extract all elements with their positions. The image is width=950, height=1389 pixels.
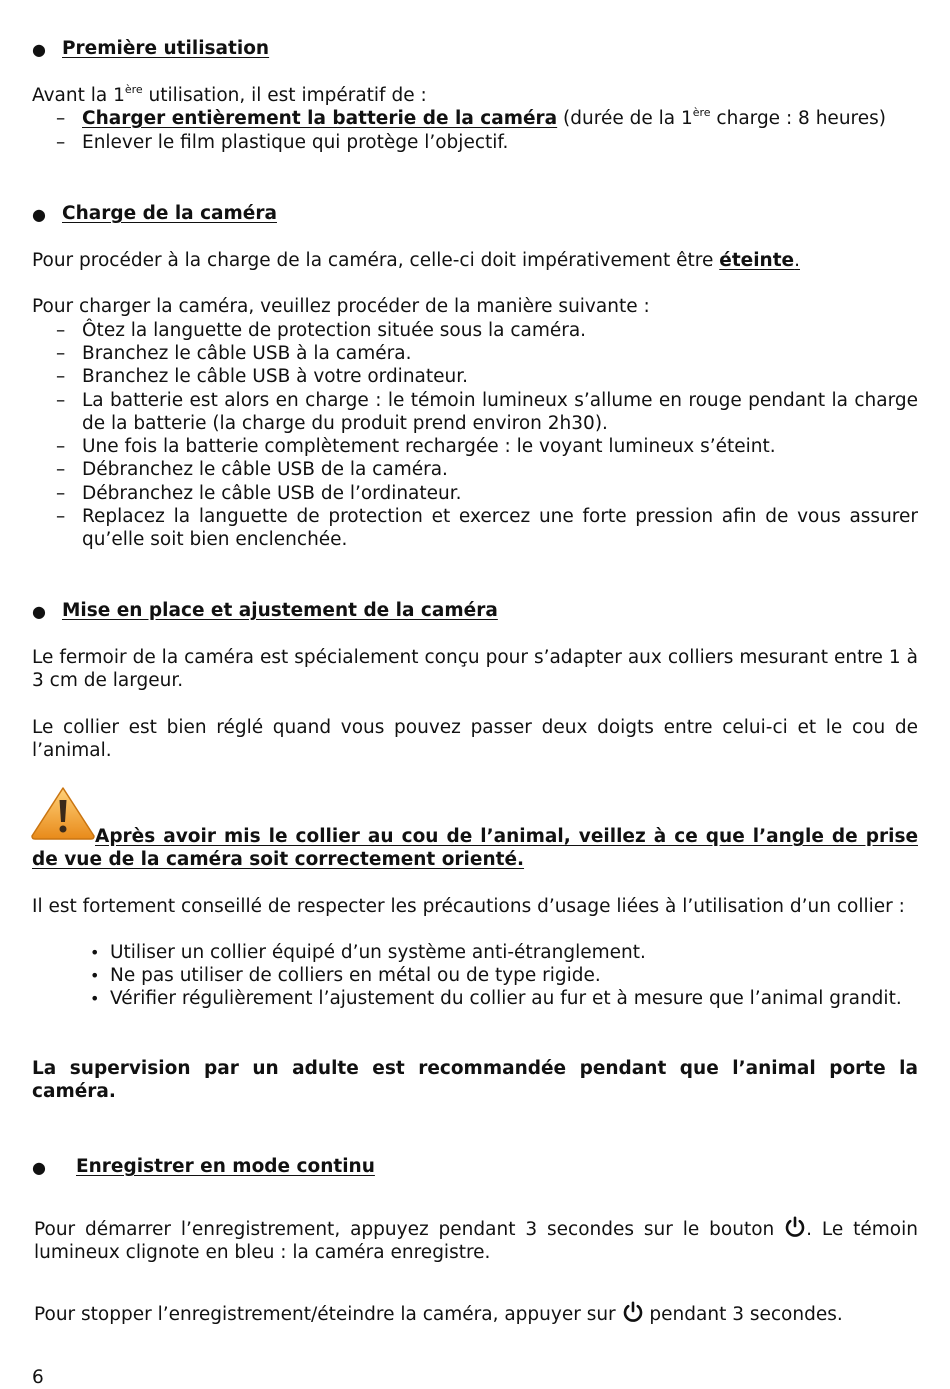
warning-text: Après avoir mis le collier au cou de l’animal, veillez à ce que l’angle de prise de vue de la caméra soit correctement orienté. — [32, 826, 918, 871]
bullet-dot: ● — [32, 602, 46, 621]
section-title-charge: Charge de la caméra — [62, 203, 277, 224]
list-item: Débranchez le câble USB de la caméra. — [82, 459, 448, 480]
section-title-mise-en-place: Mise en place et ajustement de la caméra — [62, 600, 498, 621]
dash-marker: – — [56, 343, 66, 364]
record-stop-paragraph: Pour stopper l’enregistrement/éteindre la caméra, appuyer sur pendant 3 secondes. — [34, 1301, 843, 1326]
dash-marker: – — [56, 390, 66, 411]
section-title-enregistrer: Enregistrer en mode continu — [76, 1156, 375, 1177]
record-start-paragraph: Pour démarrer l’enregistrement, appuyez pendant 3 secondes sur le bouton . Le témoin lumineux clignote en bleu : la caméra enregistre. — [34, 1216, 918, 1264]
bullet-dot: • — [90, 966, 100, 985]
dash-marker: – — [56, 108, 66, 129]
fermoir-paragraph: Le fermoir de la caméra est spécialement conçu pour s’adapter aux colliers mesurant entre 1 à 3 cm de largeur. — [32, 647, 918, 692]
list-item: Ne pas utiliser de colliers en métal ou de type rigide. — [110, 965, 601, 986]
bullet-dot: ● — [32, 40, 46, 59]
dash-marker: – — [56, 320, 66, 341]
list-item: Utiliser un collier équipé d’un système anti-étranglement. — [110, 942, 646, 963]
list-item: Vérifier régulièrement l’ajustement du collier au fur et à mesure que l’animal grandit. — [110, 988, 902, 1009]
power-button-icon — [784, 1216, 806, 1238]
charge-intro: Pour charger la caméra, veuillez procéder de la manière suivante : — [32, 296, 650, 317]
bullet-dot: ● — [32, 205, 46, 224]
precautions-paragraph: Il est fortement conseillé de respecter les précautions d’usage liées à l’utilisation d’un collier : — [32, 896, 905, 917]
list-item: Charger entièrement la batterie de la caméra (durée de la 1ère charge : 8 heures) — [82, 106, 886, 129]
dash-marker: – — [56, 436, 66, 457]
power-button-icon — [622, 1301, 644, 1323]
bullet-dot: • — [90, 943, 100, 962]
dash-marker: – — [56, 483, 66, 504]
section-title-premiere-utilisation: Première utilisation — [62, 38, 270, 59]
list-item: Une fois la batterie complètement rechargée : le voyant lumineux s’éteint. — [82, 436, 776, 457]
bullet-dot: ● — [32, 1158, 46, 1177]
dash-marker: – — [56, 132, 66, 153]
list-item: La batterie est alors en charge : le témoin lumineux s’allume en rouge pendant la charge de la batterie (la charge du produit prend environ 2h30). — [82, 390, 918, 435]
collier-paragraph: Le collier est bien réglé quand vous pouvez passer deux doigts entre celui-ci et le cou de l’animal. — [32, 717, 918, 762]
list-item: Replacez la languette de protection et exercez une forte pression afin de vous assurer qu’elle soit bien enclenchée. — [82, 506, 918, 551]
list-item: Branchez le câble USB à votre ordinateur. — [82, 366, 469, 387]
list-item: Débranchez le câble USB de l’ordinateur. — [82, 483, 462, 504]
charge-paragraph: Pour procéder à la charge de la caméra, celle-ci doit impérativement être éteinte. — [32, 250, 800, 271]
dash-marker: – — [56, 366, 66, 387]
dash-marker: – — [56, 459, 66, 480]
intro-paragraph: Avant la 1ère utilisation, il est impératif de : — [32, 83, 427, 106]
bullet-dot: • — [90, 989, 100, 1008]
dash-marker: – — [56, 506, 66, 527]
list-item: Branchez le câble USB à la caméra. — [82, 343, 412, 364]
list-item: Enlever le film plastique qui protège l’objectif. — [82, 132, 509, 153]
supervision-notice: La supervision par un adulte est recommandée pendant que l’animal porte la caméra. — [32, 1058, 918, 1103]
page-number: 6 — [32, 1367, 44, 1388]
list-item: Ôtez la languette de protection située sous la caméra. — [82, 320, 587, 341]
